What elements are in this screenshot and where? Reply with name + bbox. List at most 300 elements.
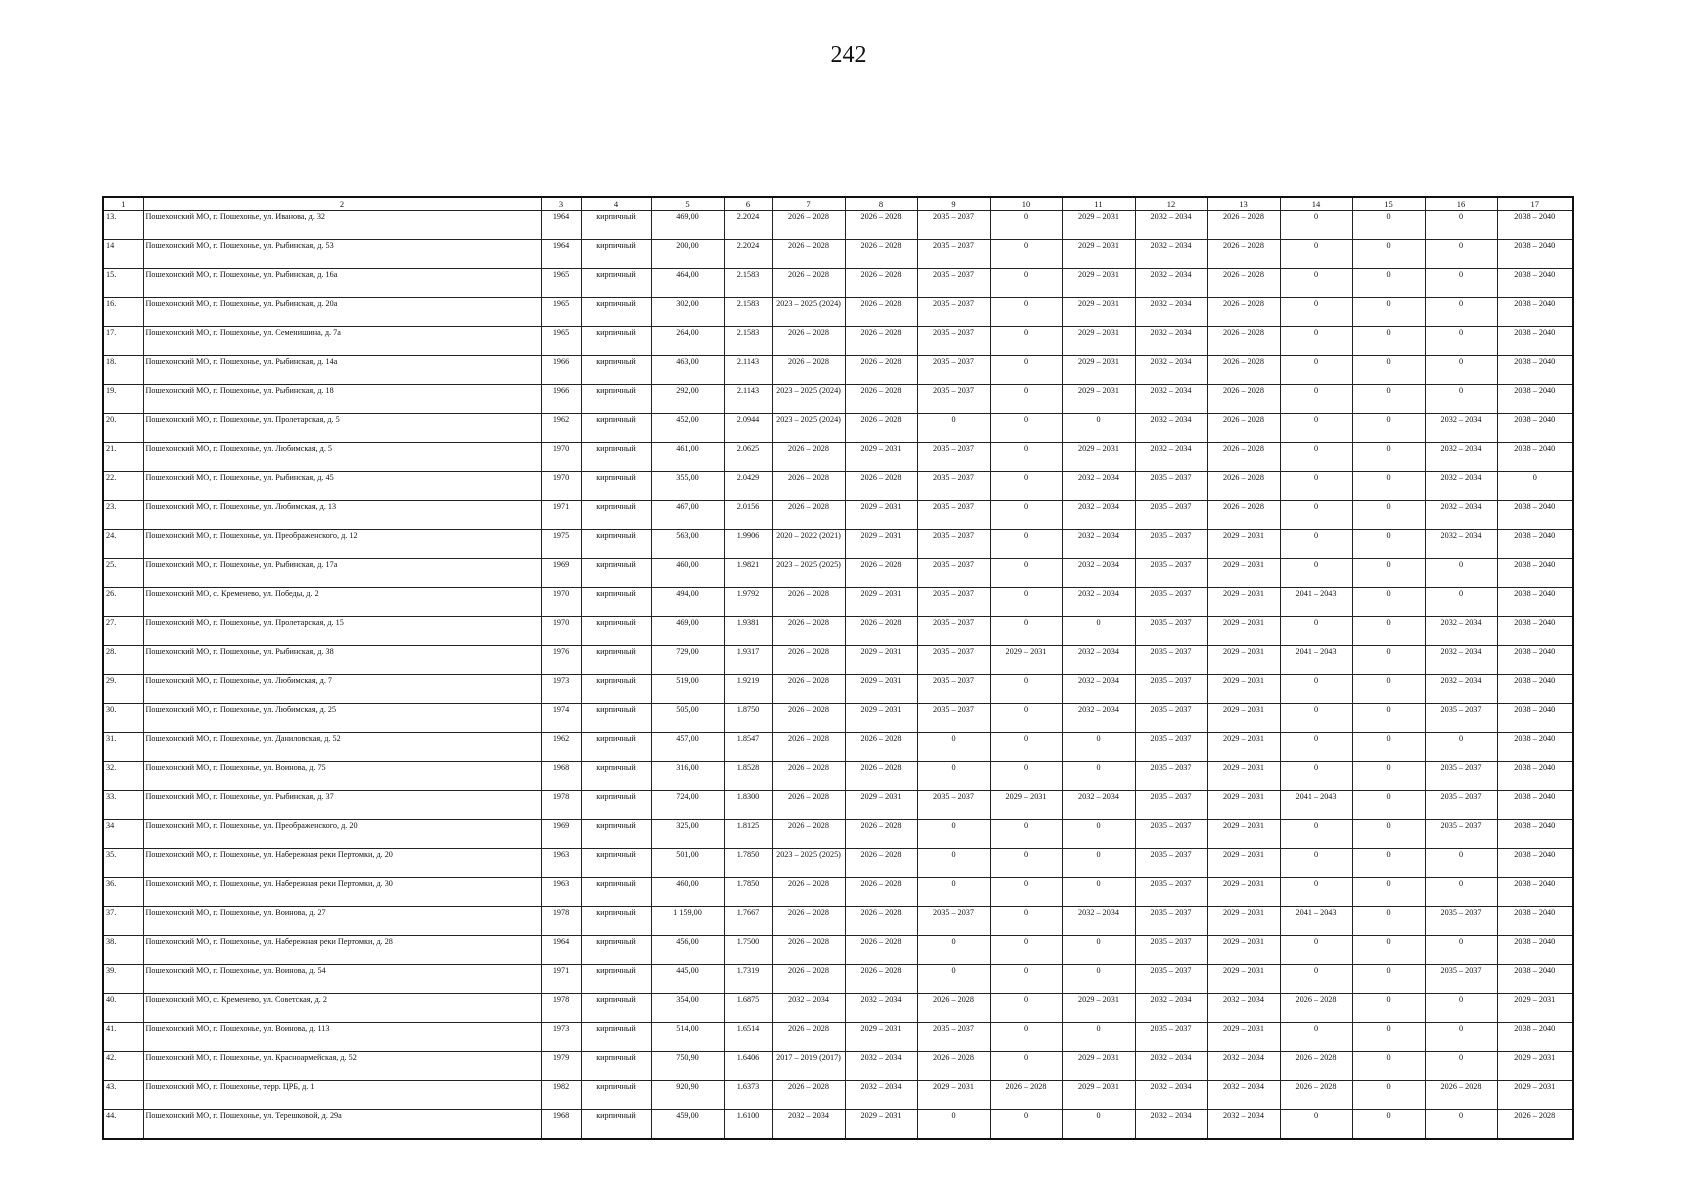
table-cell: 2029 – 2031 [1497, 1052, 1573, 1081]
table-cell: 2026 – 2028 [772, 791, 845, 820]
table-cell: 316,00 [651, 762, 724, 791]
table-cell: 26. [103, 588, 143, 617]
table-cell: 2023 – 2025 (2024) [772, 385, 845, 414]
table-cell: 1965 [541, 298, 581, 327]
table-cell: 1.9792 [724, 588, 772, 617]
table-cell: 2029 – 2031 [1207, 878, 1280, 907]
table-cell: 2032 – 2034 [1135, 356, 1207, 385]
table-cell: 2032 – 2034 [1135, 211, 1207, 240]
table-cell: 44. [103, 1110, 143, 1140]
table-cell: 2026 – 2028 [845, 385, 917, 414]
table-cell: 33. [103, 791, 143, 820]
table-cell: кирпичный [581, 1052, 651, 1081]
table-cell: 514,00 [651, 1023, 724, 1052]
table-cell: 2.0156 [724, 501, 772, 530]
table-cell: 2029 – 2031 [1062, 1052, 1135, 1081]
table-cell: 1.7319 [724, 965, 772, 994]
table-cell: 1968 [541, 762, 581, 791]
table-cell: 2026 – 2028 [772, 617, 845, 646]
table-cell: 0 [917, 733, 990, 762]
table-cell: 2029 – 2031 [1497, 1081, 1573, 1110]
table-cell: 2032 – 2034 [1425, 501, 1497, 530]
table-cell: 0 [1352, 849, 1425, 878]
table-cell: 2029 – 2031 [1062, 443, 1135, 472]
table-cell: 19. [103, 385, 143, 414]
table-cell: 0 [990, 1023, 1062, 1052]
column-header: 9 [917, 197, 990, 211]
table-cell: 1964 [541, 240, 581, 269]
table-cell: 2026 – 2028 [772, 356, 845, 385]
table-cell: 2032 – 2034 [1207, 994, 1280, 1023]
table-cell: 2035 – 2037 [1135, 907, 1207, 936]
table-cell: 2026 – 2028 [772, 269, 845, 298]
table-cell: 0 [1280, 240, 1352, 269]
table-cell: 0 [1280, 1023, 1352, 1052]
table-cell: 0 [1280, 704, 1352, 733]
table-row [103, 472, 1573, 501]
table-cell: кирпичный [581, 675, 651, 704]
table-cell: 469,00 [651, 617, 724, 646]
table-cell: 2029 – 2031 [1207, 936, 1280, 965]
table-cell: 0 [1352, 762, 1425, 791]
page-number: 242 [830, 42, 867, 68]
table-row [103, 588, 1573, 617]
table-cell: 1 159,00 [651, 907, 724, 936]
table-cell: кирпичный [581, 646, 651, 675]
table-cell: 1978 [541, 994, 581, 1023]
table-cell: 2035 – 2037 [1425, 704, 1497, 733]
table-cell: 0 [1352, 211, 1425, 240]
table-cell: Пошехонский МО, г. Пошехонье, ул. Преображенского, д. 12 [143, 530, 541, 559]
table-cell: 2026 – 2028 [845, 617, 917, 646]
table-cell: 2026 – 2028 [845, 907, 917, 936]
table-cell: кирпичный [581, 878, 651, 907]
table-cell: 459,00 [651, 1110, 724, 1140]
table-cell: 0 [917, 878, 990, 907]
table-cell: 0 [1352, 617, 1425, 646]
table-cell: 0 [1352, 994, 1425, 1023]
column-header: 8 [845, 197, 917, 211]
table-cell: 16. [103, 298, 143, 327]
table-cell: 0 [1352, 385, 1425, 414]
table-cell: 2026 – 2028 [772, 878, 845, 907]
table-cell: 2035 – 2037 [1135, 1023, 1207, 1052]
table-cell: 2035 – 2037 [917, 269, 990, 298]
table-cell: 37. [103, 907, 143, 936]
table-cell: 2026 – 2028 [772, 762, 845, 791]
table-cell: 0 [1062, 1110, 1135, 1140]
column-header: 1 [103, 197, 143, 211]
table-cell: 2032 – 2034 [1135, 240, 1207, 269]
table-cell: 0 [1425, 1052, 1497, 1081]
table-row [103, 849, 1573, 878]
table-row [103, 878, 1573, 907]
table-cell: 25. [103, 559, 143, 588]
table-cell: 2035 – 2037 [917, 327, 990, 356]
table-row [103, 501, 1573, 530]
table-cell: 0 [1280, 820, 1352, 849]
table-cell: кирпичный [581, 472, 651, 501]
table-cell: 0 [990, 1052, 1062, 1081]
table-cell: 0 [1425, 211, 1497, 240]
table-cell: 2029 – 2031 [1207, 588, 1280, 617]
table-cell: 38. [103, 936, 143, 965]
table-cell: кирпичный [581, 414, 651, 443]
table-cell: 1971 [541, 501, 581, 530]
table-cell: 0 [1352, 791, 1425, 820]
table-cell: 2035 – 2037 [917, 472, 990, 501]
table-cell: 2029 – 2031 [845, 443, 917, 472]
table-cell: 0 [990, 936, 1062, 965]
table-cell: 0 [1280, 733, 1352, 762]
table-cell: 2026 – 2028 [772, 1023, 845, 1052]
table-cell: 0 [990, 559, 1062, 588]
table-cell: 2035 – 2037 [1135, 675, 1207, 704]
table-cell: 2029 – 2031 [1062, 327, 1135, 356]
table-cell: 2026 – 2028 [772, 327, 845, 356]
table-cell: 0 [1352, 965, 1425, 994]
table-cell: 1970 [541, 443, 581, 472]
table-cell: 2032 – 2034 [1207, 1110, 1280, 1140]
table-cell: 2038 – 2040 [1497, 443, 1573, 472]
table-cell: 0 [917, 762, 990, 791]
table-cell: 2035 – 2037 [1135, 936, 1207, 965]
table-cell: 2038 – 2040 [1497, 327, 1573, 356]
table-cell: 0 [990, 240, 1062, 269]
table-cell: 1.9906 [724, 530, 772, 559]
table-cell: 0 [917, 936, 990, 965]
table-cell: Пошехонский МО, г. Пошехонье, ул. Любимская, д. 25 [143, 704, 541, 733]
table-cell: 35. [103, 849, 143, 878]
table-cell: 2038 – 2040 [1497, 704, 1573, 733]
table-cell: 0 [1425, 385, 1497, 414]
table-cell: кирпичный [581, 1110, 651, 1140]
table-cell: 1971 [541, 965, 581, 994]
table-cell: 0 [1352, 1023, 1425, 1052]
table-cell: 2035 – 2037 [1425, 762, 1497, 791]
table-cell: 1.6373 [724, 1081, 772, 1110]
table-cell: 2.2024 [724, 211, 772, 240]
table-cell: 0 [917, 965, 990, 994]
table-cell: 2026 – 2028 [772, 588, 845, 617]
table-cell: 2041 – 2043 [1280, 588, 1352, 617]
table-cell: 0 [1497, 472, 1573, 501]
table-cell: 2038 – 2040 [1497, 675, 1573, 704]
table-cell: 0 [990, 820, 1062, 849]
table-cell: 1982 [541, 1081, 581, 1110]
table-cell: Пошехонский МО, с. Кременево, ул. Победы, д. 2 [143, 588, 541, 617]
table-cell: 2032 – 2034 [1062, 646, 1135, 675]
table-cell: 0 [1425, 327, 1497, 356]
table-cell: 2032 – 2034 [1207, 1052, 1280, 1081]
table-cell: 2032 – 2034 [1425, 530, 1497, 559]
table-cell: 2038 – 2040 [1497, 936, 1573, 965]
table-row [103, 704, 1573, 733]
table-row [103, 675, 1573, 704]
table-cell: 0 [990, 588, 1062, 617]
table-cell: 0 [990, 965, 1062, 994]
table-cell: 2029 – 2031 [1062, 1081, 1135, 1110]
table-cell: 0 [1280, 269, 1352, 298]
table-cell: 2035 – 2037 [1425, 965, 1497, 994]
table-cell: 2026 – 2028 [845, 936, 917, 965]
table-cell: кирпичный [581, 762, 651, 791]
table-cell: 2041 – 2043 [1280, 907, 1352, 936]
table-cell: 0 [1280, 327, 1352, 356]
table-cell: Пошехонский МО, г. Пошехонье, ул. Любимская, д. 13 [143, 501, 541, 530]
table-cell: 2.1143 [724, 385, 772, 414]
table-cell: 2032 – 2034 [1062, 559, 1135, 588]
table-cell: 2029 – 2031 [1207, 849, 1280, 878]
table-cell: 2029 – 2031 [1207, 762, 1280, 791]
table-cell: Пошехонский МО, с. Кременево, ул. Советская, д. 2 [143, 994, 541, 1023]
table-cell: Пошехонский МО, г. Пошехонье, ул. Набережная реки Пертомки, д. 20 [143, 849, 541, 878]
table-cell: 2029 – 2031 [1207, 965, 1280, 994]
table-cell: 32. [103, 762, 143, 791]
table-cell: 2035 – 2037 [1135, 704, 1207, 733]
table-cell: 1973 [541, 1023, 581, 1052]
table-cell: 2035 – 2037 [1135, 559, 1207, 588]
table-cell: 0 [917, 1110, 990, 1140]
table-cell: 1975 [541, 530, 581, 559]
table-cell: 457,00 [651, 733, 724, 762]
table-cell: 2029 – 2031 [917, 1081, 990, 1110]
table-cell: 0 [1280, 1110, 1352, 1140]
table-row [103, 791, 1573, 820]
table-cell: 2035 – 2037 [917, 791, 990, 820]
table-cell: 724,00 [651, 791, 724, 820]
table-cell: Пошехонский МО, г. Пошехонье, ул. Набережная реки Пертомки, д. 30 [143, 878, 541, 907]
table-cell: 1969 [541, 820, 581, 849]
table-cell: 2038 – 2040 [1497, 965, 1573, 994]
table-cell: 2038 – 2040 [1497, 791, 1573, 820]
table-cell: 1962 [541, 414, 581, 443]
table-cell: 0 [1280, 936, 1352, 965]
table-cell: 2038 – 2040 [1497, 588, 1573, 617]
column-header: 5 [651, 197, 724, 211]
table-cell: 17. [103, 327, 143, 356]
table-cell: 2035 – 2037 [1135, 965, 1207, 994]
table-cell: 563,00 [651, 530, 724, 559]
table-cell: 27. [103, 617, 143, 646]
table-cell: 2023 – 2025 (2024) [772, 298, 845, 327]
table-cell: 2026 – 2028 [1280, 1081, 1352, 1110]
table-cell: 0 [990, 211, 1062, 240]
table-row [103, 820, 1573, 849]
column-header: 6 [724, 197, 772, 211]
table-cell: 13. [103, 211, 143, 240]
table-cell: 2029 – 2031 [1207, 820, 1280, 849]
table-cell: 2026 – 2028 [772, 820, 845, 849]
table-cell: 2035 – 2037 [917, 501, 990, 530]
table-cell: 0 [1280, 501, 1352, 530]
table-cell: 2026 – 2028 [1207, 327, 1280, 356]
table-cell: 1966 [541, 385, 581, 414]
table-cell: 0 [1352, 269, 1425, 298]
table-cell: 2038 – 2040 [1497, 762, 1573, 791]
table-cell: 0 [1352, 588, 1425, 617]
table-cell: 2035 – 2037 [1135, 646, 1207, 675]
table-cell: 1966 [541, 356, 581, 385]
table-cell: 2032 – 2034 [1425, 675, 1497, 704]
table-cell: 1978 [541, 791, 581, 820]
table-cell: 0 [1062, 820, 1135, 849]
table-cell: 2026 – 2028 [845, 733, 917, 762]
table-cell: 1.7850 [724, 849, 772, 878]
table-cell: 2035 – 2037 [1425, 791, 1497, 820]
table-cell: 2026 – 2028 [845, 356, 917, 385]
table-cell: 1.7500 [724, 936, 772, 965]
table-cell: 1964 [541, 936, 581, 965]
table-cell: 469,00 [651, 211, 724, 240]
table-cell: 1.6406 [724, 1052, 772, 1081]
table-cell: 325,00 [651, 820, 724, 849]
column-header: 17 [1497, 197, 1573, 211]
table-cell: 0 [917, 414, 990, 443]
table-cell: 2038 – 2040 [1497, 240, 1573, 269]
table-cell: 2026 – 2028 [1207, 501, 1280, 530]
table-cell: 1.8125 [724, 820, 772, 849]
table-cell: 302,00 [651, 298, 724, 327]
table-cell: 2029 – 2031 [1207, 791, 1280, 820]
table-cell: 2026 – 2028 [1207, 240, 1280, 269]
table-cell: 2026 – 2028 [772, 1081, 845, 1110]
table-cell: 0 [1280, 762, 1352, 791]
table-cell: 292,00 [651, 385, 724, 414]
table-cell: 2026 – 2028 [1207, 269, 1280, 298]
table-cell: 0 [990, 501, 1062, 530]
table-cell: 2026 – 2028 [845, 762, 917, 791]
table-cell: 0 [1280, 414, 1352, 443]
table-cell: 2026 – 2028 [1497, 1110, 1573, 1140]
table-cell: 2038 – 2040 [1497, 269, 1573, 298]
table-cell: 0 [990, 443, 1062, 472]
table-cell: 1.7850 [724, 878, 772, 907]
table-cell: 2035 – 2037 [1425, 820, 1497, 849]
table-cell: 2026 – 2028 [917, 1052, 990, 1081]
table-row [103, 1052, 1573, 1081]
column-header: 15 [1352, 197, 1425, 211]
table-cell: 40. [103, 994, 143, 1023]
table-cell: 0 [1280, 356, 1352, 385]
table-row [103, 356, 1573, 385]
table-cell: 2038 – 2040 [1497, 530, 1573, 559]
table-cell: 2029 – 2031 [1207, 675, 1280, 704]
table-cell: 460,00 [651, 878, 724, 907]
table-cell: 2032 – 2034 [1135, 414, 1207, 443]
table-cell: 2029 – 2031 [990, 646, 1062, 675]
table-cell: 200,00 [651, 240, 724, 269]
column-header: 11 [1062, 197, 1135, 211]
table-cell: 2026 – 2028 [845, 327, 917, 356]
table-cell: 920,90 [651, 1081, 724, 1110]
table-cell: 2035 – 2037 [917, 675, 990, 704]
table-cell: 2029 – 2031 [845, 530, 917, 559]
table-row [103, 530, 1573, 559]
table-cell: 14 [103, 240, 143, 269]
table-cell: 2029 – 2031 [1062, 211, 1135, 240]
table-cell: 0 [1425, 1110, 1497, 1140]
table-cell: 2032 – 2034 [1062, 675, 1135, 704]
table-cell: 2032 – 2034 [1062, 472, 1135, 501]
table-cell: 2026 – 2028 [845, 820, 917, 849]
table-cell: 0 [990, 327, 1062, 356]
table-cell: 2029 – 2031 [1207, 559, 1280, 588]
table-cell: 354,00 [651, 994, 724, 1023]
table-cell: 1.9219 [724, 675, 772, 704]
table-cell: 34 [103, 820, 143, 849]
table-cell: 0 [990, 762, 1062, 791]
table-cell: 2.1583 [724, 269, 772, 298]
table-cell: 2032 – 2034 [845, 1052, 917, 1081]
table-cell: 2029 – 2031 [1207, 733, 1280, 762]
table-cell: 2026 – 2028 [772, 936, 845, 965]
table-cell: 2035 – 2037 [1135, 849, 1207, 878]
table-cell: 2026 – 2028 [845, 878, 917, 907]
table-row [103, 733, 1573, 762]
table-cell: Пошехонский МО, г. Пошехонье, ул. Рыбинская, д. 14а [143, 356, 541, 385]
table-cell: 2038 – 2040 [1497, 849, 1573, 878]
table-cell: Пошехонский МО, г. Пошехонье, ул. Воинова, д. 75 [143, 762, 541, 791]
table-cell: 1965 [541, 269, 581, 298]
table-cell: 445,00 [651, 965, 724, 994]
table-row [103, 1110, 1573, 1140]
table-cell: 2026 – 2028 [1280, 1052, 1352, 1081]
table-cell: 2035 – 2037 [1135, 501, 1207, 530]
table-row [103, 559, 1573, 588]
table-cell: 0 [1280, 617, 1352, 646]
table-cell: кирпичный [581, 443, 651, 472]
table-cell: 0 [990, 849, 1062, 878]
table-cell: Пошехонский МО, г. Пошехонье, ул. Рыбинская, д. 20а [143, 298, 541, 327]
table-cell: 2029 – 2031 [1207, 1023, 1280, 1052]
table-cell: 1.8300 [724, 791, 772, 820]
table-cell: 2035 – 2037 [917, 646, 990, 675]
table-row [103, 646, 1573, 675]
table-cell: 2041 – 2043 [1280, 791, 1352, 820]
table-cell: кирпичный [581, 704, 651, 733]
table-cell: 2038 – 2040 [1497, 356, 1573, 385]
table-cell: 2.0625 [724, 443, 772, 472]
table-cell: 729,00 [651, 646, 724, 675]
table-cell: 2029 – 2031 [1062, 269, 1135, 298]
table-cell: 2035 – 2037 [917, 356, 990, 385]
table-cell: 1.9317 [724, 646, 772, 675]
table-cell: 2032 – 2034 [1425, 414, 1497, 443]
table-cell: 2038 – 2040 [1497, 646, 1573, 675]
table-cell: 0 [990, 269, 1062, 298]
table-cell: 2029 – 2031 [1062, 298, 1135, 327]
table-cell: 1.6875 [724, 994, 772, 1023]
table-cell: 464,00 [651, 269, 724, 298]
table-cell: 0 [1425, 849, 1497, 878]
table-cell: 0 [990, 733, 1062, 762]
table-cell: 2026 – 2028 [772, 443, 845, 472]
table-cell: 2026 – 2028 [1207, 211, 1280, 240]
table-cell: 0 [1425, 733, 1497, 762]
table-cell: кирпичный [581, 1081, 651, 1110]
table-cell: Пошехонский МО, г. Пошехонье, ул. Рыбинская, д. 18 [143, 385, 541, 414]
table-cell: 2032 – 2034 [1207, 1081, 1280, 1110]
table-row [103, 385, 1573, 414]
table-cell: 2029 – 2031 [1062, 240, 1135, 269]
table-cell: 0 [1425, 1023, 1497, 1052]
table-cell: 22. [103, 472, 143, 501]
column-header: 2 [143, 197, 541, 211]
table-cell: 2020 – 2022 (2021) [772, 530, 845, 559]
table-cell: 2026 – 2028 [845, 472, 917, 501]
table-cell: кирпичный [581, 1023, 651, 1052]
